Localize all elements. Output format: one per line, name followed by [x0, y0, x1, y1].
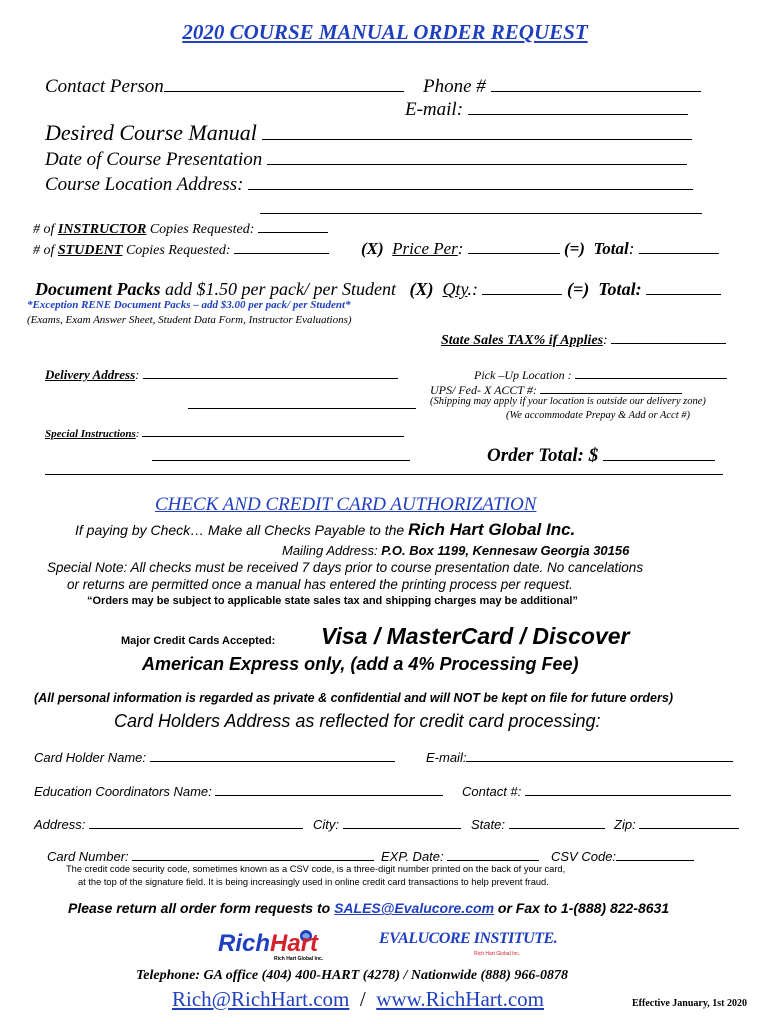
- price-per-field[interactable]: (X) Price Per: (=) Total:: [361, 236, 719, 259]
- copies-requested-label: Copies Requested:: [125, 243, 231, 258]
- csv-code-field[interactable]: [551, 847, 694, 864]
- student-copies-field[interactable]: [33, 239, 329, 259]
- credit-cards-list: Visa / MasterCard / Discover: [321, 623, 630, 649]
- state-field[interactable]: [471, 815, 605, 832]
- evalucore-logo-sub: Rich Hart Global Inc.: [474, 951, 521, 957]
- contact-person-label: Contact Person: [45, 76, 164, 97]
- of-label: # of: [33, 243, 55, 258]
- mailing-label: Mailing Address:: [282, 543, 378, 558]
- card-address-label: Address:: [34, 817, 86, 832]
- telephone-line: Telephone: GA office (404) 400-HART (4278) / Nationwide (888) 966-0878: [136, 968, 569, 983]
- qty-label: Qty: [442, 279, 468, 299]
- desired-course-manual-field[interactable]: [45, 117, 692, 146]
- exp-date-label: EXP. Date:: [381, 849, 444, 864]
- accommodate-note: (We accommodate Prepay & Add or Acct #): [506, 410, 690, 421]
- card-holder-name-field[interactable]: [34, 748, 395, 765]
- website-link[interactable]: www.RichHart.com: [376, 987, 544, 1011]
- page-title: 2020 COURSE MANUAL ORDER REQUEST: [182, 20, 588, 44]
- csv-note-2: at the top of the signature field. It is being increasingly used in online credit card transactions to help prevent fraud.: [78, 877, 549, 887]
- date-of-presentation-label: Date of Course Presentation: [45, 149, 263, 170]
- csv-note-1: The credit code security code, sometimes known as a CSV code, is a three-digit number printed on the back of your card,: [66, 864, 566, 874]
- special-instructions-label: Special Instructions: [45, 428, 136, 440]
- return-instructions: [68, 900, 669, 916]
- card-holder-name-label: Card Holder Name:: [34, 750, 146, 765]
- student-label: STUDENT: [57, 243, 123, 258]
- price-per-label: Price Per: [392, 239, 458, 258]
- equals-sign: (=): [566, 279, 590, 299]
- delivery-address-label: Delivery Address: [45, 367, 136, 382]
- zip-field[interactable]: [614, 815, 739, 832]
- card-email-field[interactable]: [426, 748, 733, 765]
- delivery-address-line-2[interactable]: [188, 408, 416, 409]
- contact-number-field[interactable]: [462, 782, 731, 799]
- special-note-2: or returns are permitted once a manual has entered the printing process per request.: [67, 577, 573, 592]
- shipping-note: (Shipping may apply if your location is outside our delivery zone): [430, 396, 706, 407]
- order-total-label: Order Total: $: [487, 445, 599, 466]
- times-sign: (X): [361, 239, 384, 258]
- email-label: E-mail:: [405, 99, 464, 120]
- card-number-label: Card Number:: [47, 849, 129, 864]
- richhart-logo-text: RichHart: [218, 930, 319, 957]
- instructor-label: INSTRUCTOR: [57, 222, 147, 237]
- section-divider: [45, 474, 723, 475]
- contact-links: [172, 987, 544, 1012]
- total-label: Total:: [598, 279, 642, 299]
- special-instructions-line-2[interactable]: [152, 460, 410, 461]
- state-label: State:: [471, 817, 505, 832]
- return-text: Please return all order form requests to: [68, 900, 331, 916]
- state-tax-label: State Sales TAX% if Applies: [441, 333, 604, 348]
- evalucore-logo-text: EVALUCORE INSTITUTE.: [379, 930, 558, 947]
- document-pack-contents: (Exams, Exam Answer Sheet, Student Data Form, Instructor Evaluations): [27, 314, 352, 326]
- check-payable-line: [75, 520, 575, 540]
- check-text: If paying by Check… Make all Checks Payable to the: [75, 522, 405, 538]
- pickup-location-label: Pick –Up Location :: [474, 368, 572, 382]
- special-instructions-field[interactable]: Special Instructions:: [45, 425, 404, 440]
- edu-coordinator-label: Education Coordinators Name:: [34, 784, 212, 799]
- exception-note: *Exception RENE Document Packs – add $3.00 per pack/ per Student*: [27, 299, 351, 311]
- date-of-presentation-field[interactable]: [45, 145, 687, 171]
- location-address-line-2[interactable]: [260, 213, 702, 214]
- mailing-address: P.O. Box 1199, Kennesaw Georgia 30156: [381, 543, 630, 558]
- mailing-address-line: [282, 543, 629, 558]
- card-address-field[interactable]: [34, 815, 303, 832]
- cards-accepted-label: Major Credit Cards Accepted:: [121, 635, 276, 647]
- card-address-heading: Card Holders Address as reflected for credit card processing:: [114, 711, 601, 731]
- times-sign: (X): [409, 279, 434, 299]
- phone-label: Phone #: [423, 76, 486, 97]
- csv-code-label: CSV Code:: [551, 849, 617, 864]
- check-card-heading: CHECK AND CREDIT CARD AUTHORIZATION: [155, 494, 537, 515]
- location-address-field[interactable]: [45, 170, 693, 196]
- amex-note: American Express only, (add a 4% Processing Fee): [142, 654, 579, 674]
- special-note-1: Special Note: All checks must be received 7 days prior to course presentation date. No cancelations: [47, 560, 644, 575]
- desired-course-manual-label: Desired Course Manual: [45, 120, 257, 145]
- order-total-field[interactable]: [487, 441, 715, 467]
- of-label: # of: [33, 222, 55, 237]
- tax-note: “Orders may be subject to applicable state sales tax and shipping charges may be additional”: [87, 595, 578, 607]
- fax-text: or Fax to 1-(888) 822-8631: [497, 900, 670, 916]
- copies-requested-label: Copies Requested:: [149, 222, 255, 237]
- edu-coordinator-field[interactable]: [34, 782, 443, 799]
- link-separator: /: [359, 987, 366, 1011]
- payee-name: Rich Hart Global Inc.: [408, 520, 576, 539]
- richhart-logo-sub: Rich Hart Global Inc.: [274, 956, 324, 962]
- document-packs-label: Document Packs: [35, 279, 161, 299]
- instructor-copies-field[interactable]: [33, 218, 328, 238]
- card-number-field[interactable]: [47, 847, 374, 864]
- city-field[interactable]: [313, 815, 461, 832]
- evalucore-logo: [379, 928, 558, 964]
- privacy-note: (All personal information is regarded as private & confidential and will NOT be kept on file for future orders): [34, 691, 673, 705]
- contact-person-field[interactable]: [45, 72, 404, 98]
- document-packs-price: add $1.50 per pack/ per Student: [165, 279, 396, 299]
- ups-fedex-label: UPS/ Fed- X ACCT #:: [430, 383, 537, 397]
- delivery-address-field[interactable]: Delivery Address:: [45, 365, 398, 383]
- exp-date-field[interactable]: [381, 847, 539, 864]
- richhart-logo: [218, 926, 353, 966]
- effective-date: Effective January, 1st 2020: [632, 998, 747, 1009]
- state-tax-field[interactable]: State Sales TAX% if Applies:: [441, 329, 726, 349]
- equals-sign: (=): [563, 239, 585, 258]
- rich-email-link[interactable]: Rich@RichHart.com: [172, 987, 350, 1011]
- sales-email-link[interactable]: SALES@Evalucore.com: [334, 900, 495, 916]
- contact-number-label: Contact #:: [462, 784, 522, 799]
- document-packs-line[interactable]: Document Packs add $1.50 per pack/ per Student (X) Qty.: (=) Total:: [35, 276, 721, 300]
- total-label: Total: [593, 239, 629, 258]
- location-address-label: Course Location Address:: [45, 174, 244, 195]
- card-email-label: E-mail:: [426, 750, 467, 765]
- zip-label: Zip:: [614, 817, 636, 832]
- city-label: City:: [313, 817, 339, 832]
